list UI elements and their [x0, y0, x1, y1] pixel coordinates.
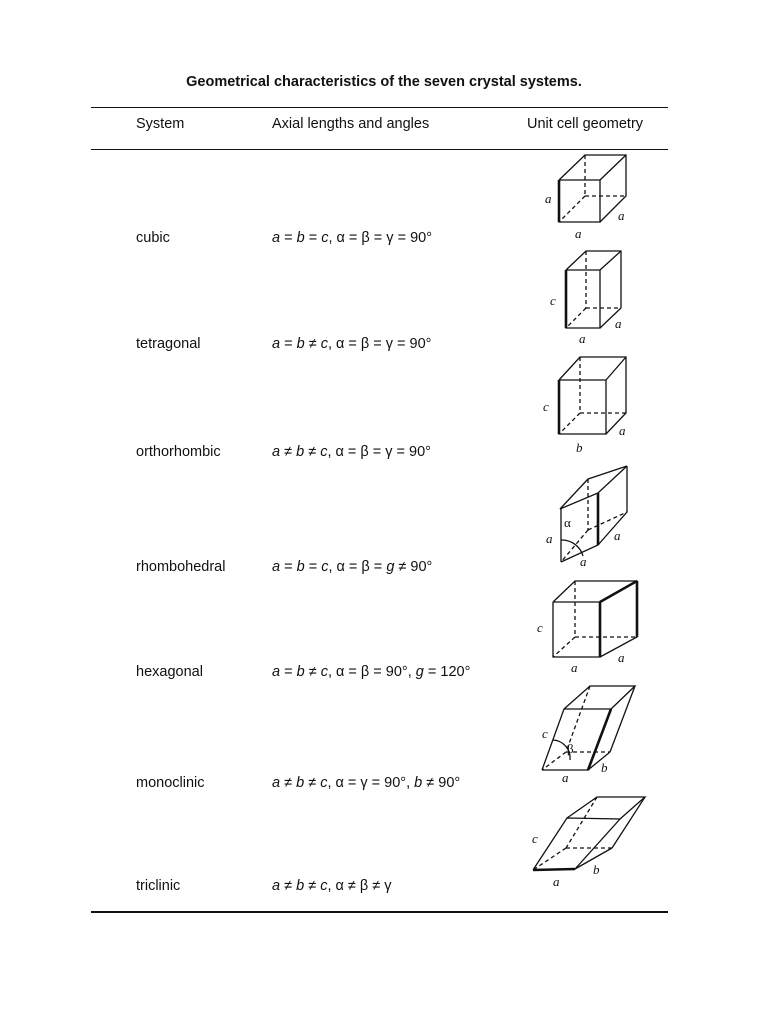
rhombohedral-cell-diagram [546, 466, 627, 569]
system-name: cubic [136, 230, 170, 246]
header-system: System [136, 116, 185, 132]
axis-label: b [601, 760, 608, 775]
angle-label: β [567, 741, 574, 756]
axial-relation: a = b = c, α = β = γ = 90° [272, 230, 433, 246]
axis-label: a [553, 874, 560, 889]
hexagonal-cell-diagram [537, 581, 637, 675]
axis-label: a [571, 660, 578, 675]
axis-label: a [579, 331, 586, 346]
system-name: orthorhombic [136, 444, 221, 460]
monoclinic-cell-diagram [542, 686, 635, 785]
axis-label: b [576, 440, 583, 455]
table-title: Geometrical characteristics of the seven crystal systems. [186, 74, 582, 90]
angle-label: α [564, 515, 571, 530]
axial-relation: a ≠ b ≠ c, α ≠ β ≠ γ [272, 878, 392, 894]
system-name: hexagonal [136, 664, 203, 680]
axis-label: a [619, 423, 626, 438]
axis-label: c [550, 293, 556, 308]
tetragonal-cell-diagram [550, 251, 622, 346]
header-geometry: Unit cell geometry [527, 116, 644, 132]
system-name: tetragonal [136, 336, 201, 352]
axis-label: c [543, 399, 549, 414]
axial-relation: a = b = c, α = β = g ≠ 90° [272, 559, 433, 575]
triclinic-cell-diagram [532, 797, 645, 889]
axial-relation: a = b ≠ c, α = β = γ = 90° [272, 336, 432, 352]
header-axial: Axial lengths and angles [272, 116, 430, 132]
axis-label: a [618, 208, 625, 223]
axial-relation: a ≠ b ≠ c, α = γ = 90°, b ≠ 90° [272, 775, 461, 791]
axis-label: a [618, 650, 625, 665]
axis-label: a [545, 191, 552, 206]
system-name: rhombohedral [136, 559, 226, 575]
axis-label: a [614, 528, 621, 543]
axis-label: c [537, 620, 543, 635]
axis-label: a [580, 554, 587, 569]
axial-relation: a = b ≠ c, α = β = 90°, g = 120° [272, 664, 471, 680]
axial-relation: a ≠ b ≠ c, α = β = γ = 90° [272, 444, 431, 460]
orthorhombic-cell-diagram [543, 357, 626, 455]
bottom-rule [91, 911, 668, 913]
axis-label: a [615, 316, 622, 331]
axis-label: a [562, 770, 569, 785]
cubic-cell-diagram [545, 155, 626, 241]
axis-label: c [532, 831, 538, 846]
system-name: triclinic [136, 878, 181, 894]
axis-label: c [542, 726, 548, 741]
axis-label: a [546, 531, 553, 546]
axis-label: b [593, 862, 600, 877]
system-name: monoclinic [136, 775, 205, 791]
axis-label: a [575, 226, 582, 241]
